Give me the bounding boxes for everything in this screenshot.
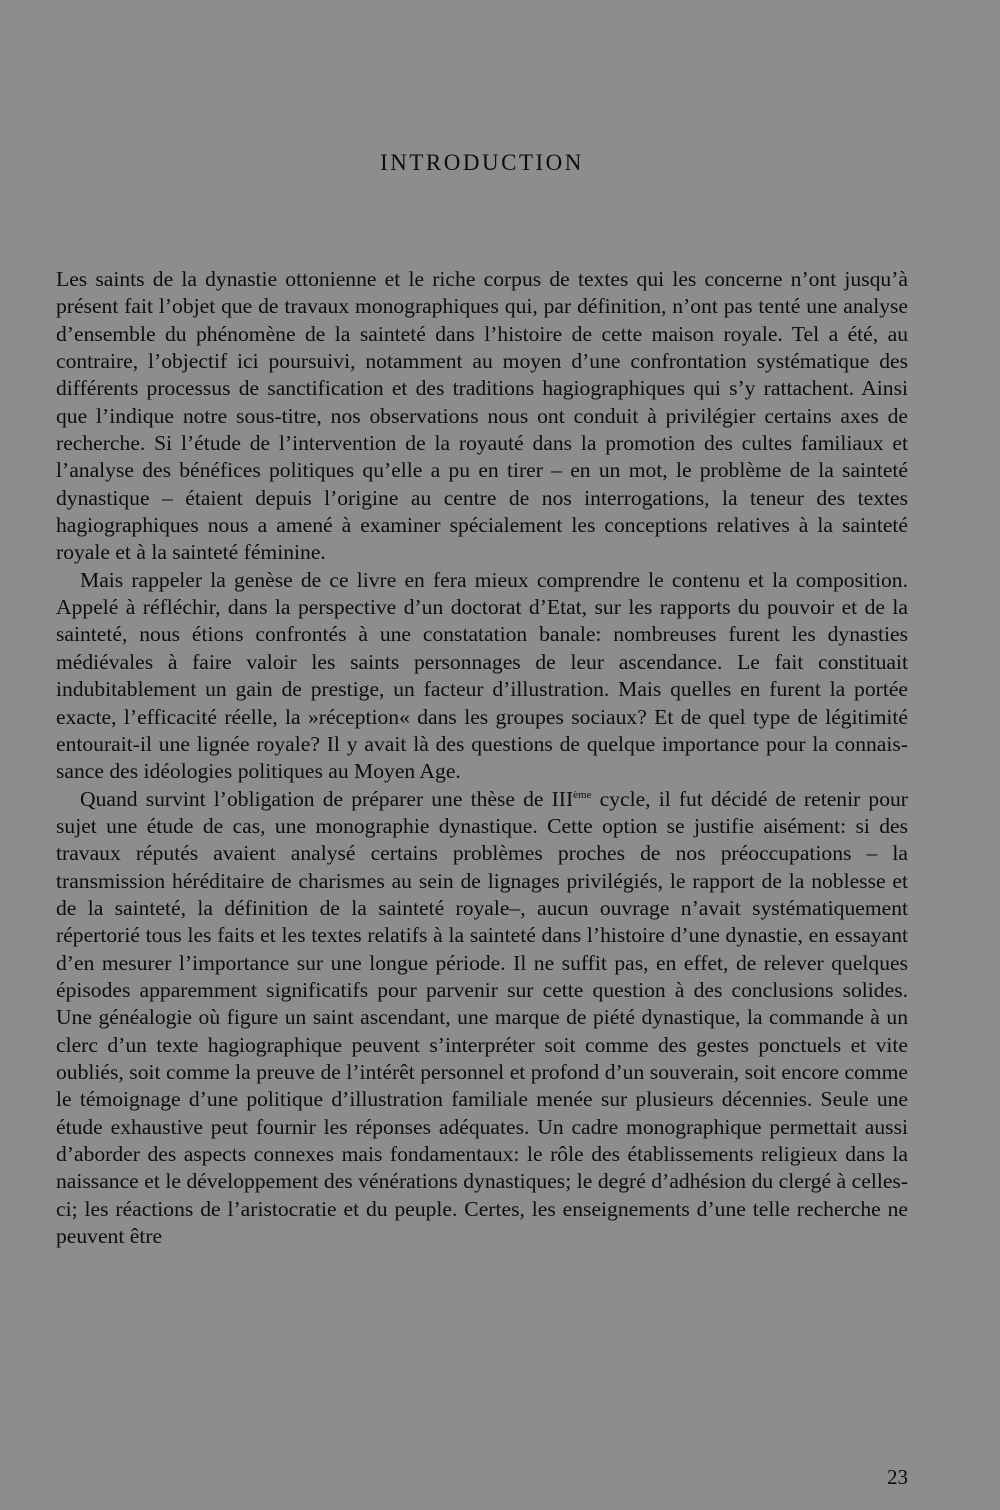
body-text: [56, 266, 908, 1250]
paragraph-2: Mais rappeler la genèse de ce livre en fera mieux comprendre le contenu et la composition. Appelé à réfléchir, dans la perspective d’un doctorat d’Etat, sur les rapports du pouvoir et de la sainteté, nous étions confrontés à une constatation banale: nombreuses furent les dynasties médiévales à faire valoir les saints personnages de leur ascendance. Le fait constituait indubitablement un gain de prestige, un facteur d’illustration. Mais quelles en furent la portée exacte, l’efficacité réelle, la »réception« dans les groupes sociaux? Et de quel type de légitimité entourait-il une lignée royale? Il y avait là des questions de quelque importance pour la connaissance des idéologies politiques au Moyen Age.: [56, 567, 908, 784]
paragraph-3-start: Quand survint l’obligation de préparer une thèse de III: [80, 786, 574, 811]
paragraph-3: [56, 786, 908, 1251]
paragraph-1: Les saints de la dynastie ottonienne et le riche corpus de textes qui les concerne n’ont jusqu’à présent fait l’objet que de travaux monographiques qui, par définition, n’ont pas tenté une analyse d’ensemble du phénomène de la sainteté dans l’histoire de cette maison royale. Tel a été, au contraire, l’objectif ici poursuivi, notamment au moyen d’une confrontation systématique des différents processus de sanctification et des traditions hagiographiques qui s’y rattachent. Ainsi que l’indique notre sous-titre, nos observations nous ont conduit à privilégier certains axes de recherche. Si l’étude de l’intervention de la royauté dans la promotion des cultes familiaux et l’analyse des bénéfices politiques qu’elle a pu en tirer – en un mot, le problème de la sainteté dynastique – étaient depuis l’origine au centre de nos interrogations, la teneur des textes hagiographiques nous a amené à examiner spécialement les conceptions relatives à la sainteté royale et à la sainteté féminine.: [56, 267, 908, 565]
paragraph-3-rest: cycle, il fut décidé de retenir pour sujet une étude de cas, une monographie dynastique. Cette option se justifie aisément: si des travaux réputés avaient analysé certains problèmes proches de nos préoccupations – la transmission héréditaire de charismes au sein de lignages privilégiés, le rapport de la noblesse et de la sainteté, la définition de la sainteté royale–, aucun ouvrage n’avait systématiquement répertorié tous les faits et les textes relatifs à la sainteté dans l’histoire d’une dynastie, en essayant d’en mesurer l’importance sur une longue période. Il ne suffit pas, en effet, de relever quelques épisodes apparemment significatifs pour parvenir sur cette question à des conclusions solides. Une généalogie où figure un saint ascendant, une marque de piété dynastique, la commande à un clerc d’un texte hagiographique peuvent s’interpréter soit comme des gestes ponctuels et vite oubliés, soit comme la preuve de l’intérêt personnel et profond d’un souverain, soit encore comme le témoignage d’une politique d’illustration familiale menée sur plusieurs décennies. Seule une étude exhaustive peut fournir les réponses adéquates. Un cadre monographique permettait aussi d’aborder des aspects connexes mais fondamentaux: le rôle des établissements religieux dans la naissance et le développement des vénérations dynastiques; le degré d’adhésion du clergé à celles-ci; les réactions de l’aristocratie et du peuple. Certes, les enseignements d’une telle recherche ne peuvent être: [56, 786, 908, 1249]
chapter-heading: INTRODUCTION: [380, 150, 584, 175]
page-number: 23: [887, 1465, 908, 1489]
superscript-ordinal: ème: [573, 788, 592, 801]
